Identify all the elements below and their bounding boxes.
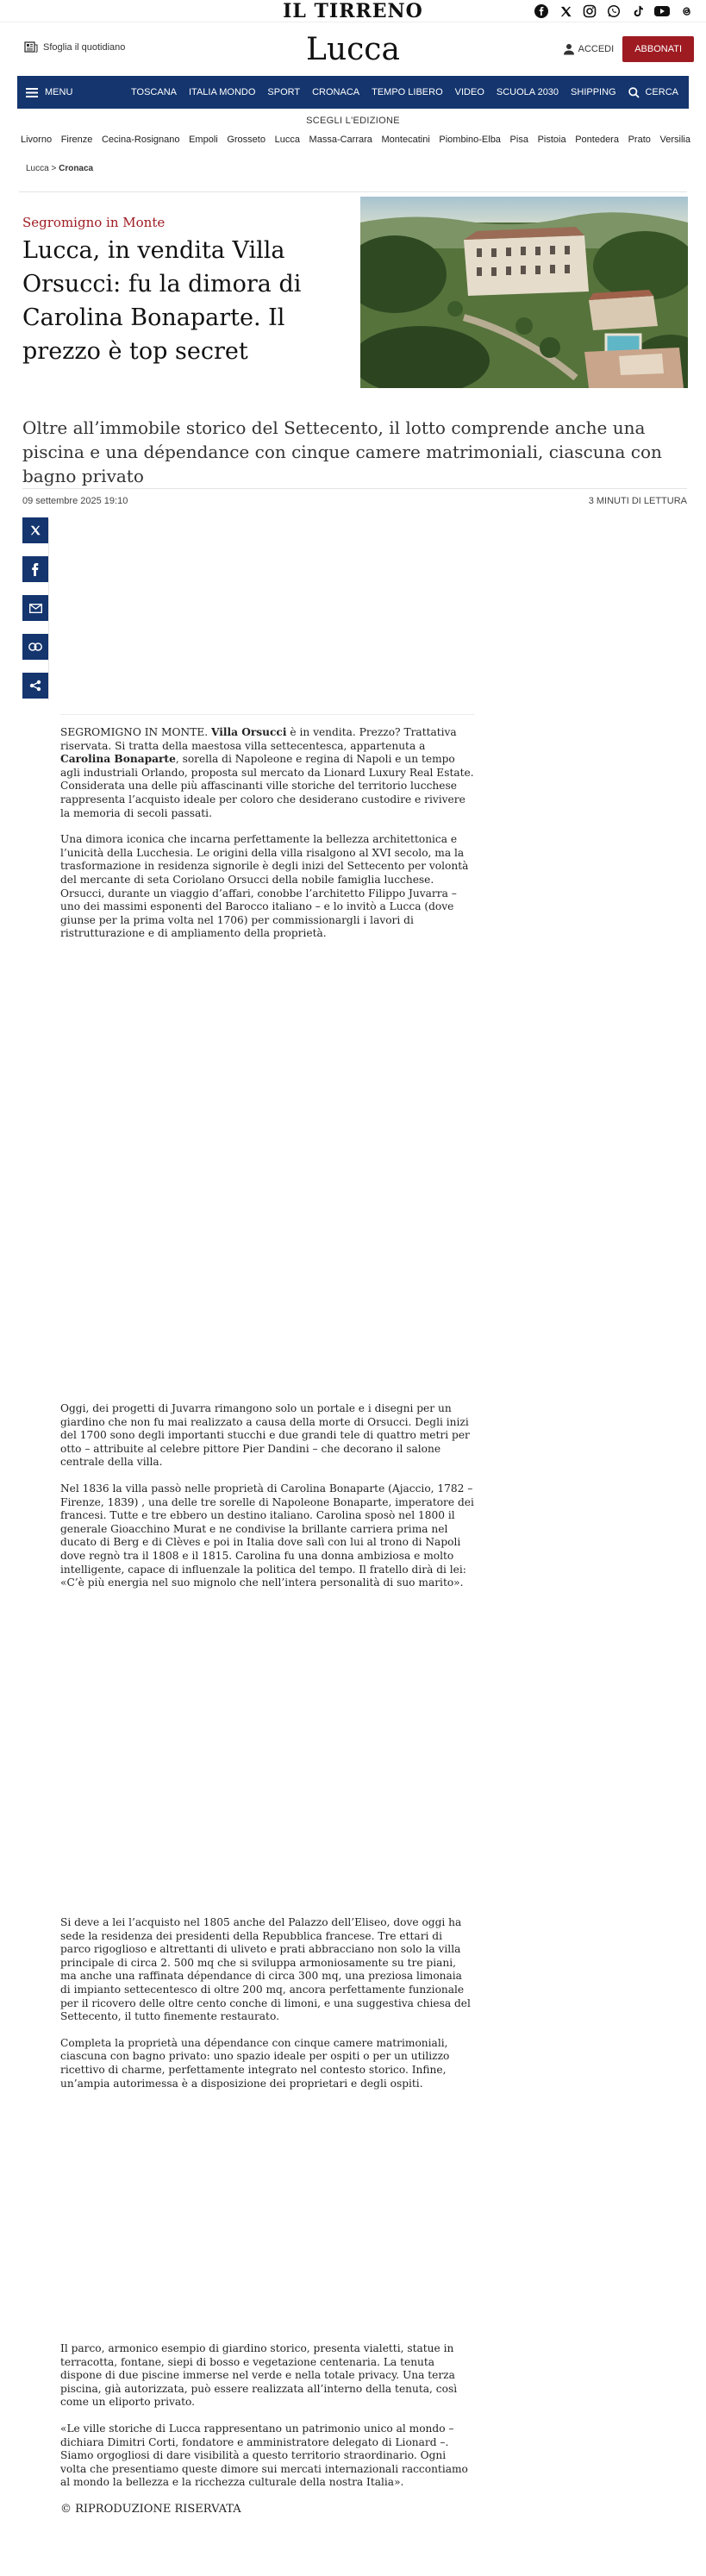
nav-link[interactable]: ITALIA MONDO bbox=[188, 87, 256, 97]
search-icon bbox=[628, 87, 640, 98]
facebook-icon bbox=[31, 563, 40, 576]
instagram-icon[interactable] bbox=[582, 3, 597, 19]
article-date: 09 settembre 2025 19:10 bbox=[22, 496, 128, 506]
breadcrumb-parent[interactable]: Lucca bbox=[26, 164, 49, 173]
article-body-block bbox=[60, 1402, 474, 1603]
edition-link[interactable]: Prato bbox=[628, 135, 651, 145]
text-span: Villa Orsucci bbox=[210, 726, 287, 738]
share-link-button[interactable] bbox=[22, 634, 48, 660]
facebook-icon[interactable] bbox=[534, 3, 549, 19]
share-more-button[interactable] bbox=[22, 673, 48, 699]
nav-link[interactable]: SPORT bbox=[267, 87, 301, 97]
breadcrumb-separator: > bbox=[51, 164, 57, 173]
paragraph: Una dimora iconica che incarna perfettamente la bellezza architettonica e l’unicità della Lucchesia. Le origini della villa risalgono al XVI secolo, ma la trasformazione in residenza signorile è degli inizi del Settecento per volontà del mercante di seta Coriolano Orsucci della nobile famiglia lucchese. Orsucci, durante un viaggio d’affari, conobbe l’architetto Filippo Juvarra – uno dei massimi esponenti del Barocco italiano – e lo invitò a Lucca (dove giunse per la prima volta nel 1706) per commissionargli i lavori di ristrutturazione e di ampliamento della proprietà. bbox=[60, 833, 469, 940]
hero-image[interactable] bbox=[360, 197, 688, 388]
tiktok-icon[interactable] bbox=[630, 3, 646, 19]
edition-link[interactable]: Piombino-Elba bbox=[439, 135, 501, 145]
article-body-block bbox=[60, 2342, 474, 2529]
site-logo[interactable]: IL TIRRENO bbox=[283, 0, 423, 22]
edition-link[interactable]: Versilia bbox=[659, 135, 690, 145]
menu-label: MENU bbox=[45, 87, 73, 97]
edition-header bbox=[0, 22, 706, 76]
share-mail-button[interactable] bbox=[22, 595, 48, 621]
divider bbox=[22, 488, 687, 489]
paragraph bbox=[60, 726, 474, 820]
paragraph: Il parco, armonico esempio di giardino storico, presenta vialetti, statue in terracotta, fontane, siepi di bosso e vegetazione centenaria. La tenuta dispone di due piscine immerse nel verde e nella totale privacy. Una terza piscina, già autorizzata, può essere realizzata all’interno della tenuta, così come un eliporto privato. bbox=[60, 2342, 458, 2409]
nav-link[interactable]: CRONACA bbox=[312, 87, 360, 97]
paragraph: Oggi, dei progetti di Juvarra rimangono solo un portale e i disegni per un giardino che non fu mai realizzato a causa della morte di Orsucci. Degli inizi del 1700 sono degli importanti stucchi e due grandi tele di quattro metri per otto – attribuite al celebre pittore Pier Dandini – che decorano il salone centrale della villa. bbox=[60, 1402, 470, 1469]
edition-link[interactable]: Livorno bbox=[21, 135, 53, 145]
share-bar bbox=[22, 517, 48, 711]
mail-icon bbox=[29, 604, 42, 613]
article-body-block bbox=[60, 1916, 474, 2103]
edition-link[interactable]: Grosseto bbox=[227, 135, 266, 145]
text-span: Carolina Bonaparte bbox=[60, 753, 176, 766]
share-x-button[interactable] bbox=[22, 517, 48, 543]
article-body-block bbox=[60, 726, 474, 954]
x-icon[interactable] bbox=[558, 3, 573, 19]
x-icon bbox=[29, 524, 41, 536]
newspaper-icon bbox=[24, 41, 38, 53]
nav-link[interactable]: TEMPO LIBERO bbox=[372, 87, 443, 97]
paragraph: «Le ville storiche di Lucca rappresentano un patrimonio unico al mondo – dichiara Dimitri Corti, fondatore e amministratore delegato di Lionard –. Siamo orgogliosi di dare visibilità a questo territorio straordinario. Ogni volta che presentiamo queste dimore sui mercati internazionali raccontiamo al mondo la bellezza e la ricchezza culturale della nostra Italia». bbox=[60, 2422, 468, 2489]
threads-icon[interactable] bbox=[678, 3, 694, 19]
text-span: , sorella di Napoleone e regina di Napoli e un tempo agli industriali Orlando, proposta sul mercato da Lionard Luxury Real Estate. Considerata una delle più affascinanti ville storiche del territorio lucchese rappresenta l’acquisto ideale per coloro che desiderano custodire e rivivere la memoria di secoli passati. bbox=[60, 753, 474, 819]
share-facebook-button[interactable] bbox=[22, 556, 48, 582]
edition-link[interactable]: Massa-Carrara bbox=[309, 135, 372, 145]
article-summary: Oltre all’immobile storico del Settecento, il lotto comprende anche una piscina e una dépendance con cinque camere matrimoniali, ciascuna con bagno privato bbox=[22, 417, 662, 486]
paragraph: Completa la proprietà una dépendance con cinque camere matrimoniali, ciascuna con bagno privato: uno spazio ideale per ospiti o per un utilizzo ricettivo di charme, perfettamente integrato nel contesto storico. Infine, un’ampia autorimessa è a disposizione dei proprietari e degli ospiti. bbox=[60, 2036, 450, 2090]
divider bbox=[60, 714, 474, 715]
youtube-icon[interactable] bbox=[654, 3, 670, 19]
article-hero bbox=[0, 192, 706, 389]
search-button[interactable] bbox=[628, 87, 678, 98]
whatsapp-icon[interactable] bbox=[606, 3, 622, 19]
sfoglia-link[interactable] bbox=[24, 41, 125, 53]
user-icon bbox=[563, 43, 575, 55]
login-link[interactable] bbox=[563, 43, 615, 55]
edition-link[interactable]: Pontedera bbox=[575, 135, 619, 145]
main-nav bbox=[17, 76, 689, 109]
edition-title: Lucca bbox=[306, 31, 400, 67]
edition-link[interactable]: Montecatini bbox=[381, 135, 430, 145]
top-bar bbox=[0, 0, 706, 22]
breadcrumb bbox=[0, 145, 706, 185]
edition-link[interactable]: Empoli bbox=[189, 135, 218, 145]
subscribe-button[interactable]: ABBONATI bbox=[622, 36, 694, 62]
breadcrumb-current[interactable]: Cronaca bbox=[59, 164, 94, 173]
editions-heading: SCEGLI L'EDIZIONE bbox=[306, 116, 400, 126]
nav-link[interactable]: SCUOLA 2030 bbox=[496, 87, 559, 97]
login-label: ACCEDI bbox=[578, 44, 615, 54]
nav-links bbox=[131, 87, 616, 97]
nav-link[interactable]: SHIPPING bbox=[571, 87, 616, 97]
hamburger-icon bbox=[26, 88, 38, 97]
divider bbox=[48, 519, 49, 700]
paragraph: Nel 1836 la villa passò nelle proprietà di Carolina Bonaparte (Ajaccio, 1782 – Firenze, 1839) , una delle tre sorelle di Napoleone Bonaparte, imperatore dei francesi. Tutte e tre ebbero un destino italiano. Carolina sposò nel 1800 il generale Gioacchino Murat e ne condivise la brillante carriera prima nel ducato di Berg e di Clèves e poi in Italia dove salì con lui al trono di Napoli dove regnò tra il 1808 e il 1815. Carolina fu una donna ambiziosa e molto intelligente, capace di influenzale la politica del tempo. Il fratello dirà di lei: «C’è più energia nel suo mignolo che nell’intera personalità di suo marito». bbox=[60, 1482, 474, 1589]
share-icon bbox=[29, 680, 41, 692]
edition-link[interactable]: Cecina-Rosignano bbox=[101, 135, 180, 145]
edition-link[interactable]: Pisa bbox=[509, 135, 528, 145]
nav-link[interactable]: VIDEO bbox=[454, 87, 484, 97]
edition-link[interactable]: Lucca bbox=[274, 135, 300, 145]
edition-link[interactable]: Pistoia bbox=[537, 135, 566, 145]
nav-link[interactable]: TOSCANA bbox=[131, 87, 177, 97]
menu-button[interactable] bbox=[17, 87, 121, 97]
copyright: © RIPRODUZIONE RISERVATA bbox=[60, 2502, 241, 2516]
search-label: CERCA bbox=[645, 87, 678, 97]
link-icon bbox=[28, 642, 42, 651]
text-span: SEGROMIGNO IN MONTE. bbox=[60, 726, 211, 738]
editions-list bbox=[0, 126, 706, 145]
edition-link[interactable]: Firenze bbox=[60, 135, 93, 145]
text-span: è in vendita. Prezzo? Trattativa riservata. Si tratta della maestosa villa settecentesca, appartenuta a bbox=[60, 726, 457, 752]
article-kicker[interactable]: Segromigno in Monte bbox=[22, 215, 166, 230]
paragraph: Si deve a lei l’acquisto nel 1805 anche del Palazzo dell’Eliseo, dove oggi ha sede la residenza dei presidenti della Repubblica francese. Tre ettari di parco rigoglioso e altrettanti di uliveto e prati abbracciano non solo la villa principale di circa 2. 500 mq che si sviluppa armoniosamente su tre piani, ma anche una raffinata dépendance di circa 300 mq, una preziosa limonaia di impianto settecentesco di oltre 200 mq, ancora perfettamente funzionale per il ricovero delle oltre cento conche di limoni, e una suggestiva chiesa del Settecento, il tutto finemente restaurato. bbox=[60, 1916, 471, 2023]
sfoglia-label: Sfoglia il quotidiano bbox=[43, 41, 126, 53]
social-links bbox=[534, 3, 694, 19]
read-time: 3 MINUTI DI LETTURA bbox=[588, 496, 687, 506]
article-title: Lucca, in vendita Villa Orsucci: fu la dimora di Carolina Bonaparte. Il prezzo è top secret bbox=[22, 237, 302, 365]
